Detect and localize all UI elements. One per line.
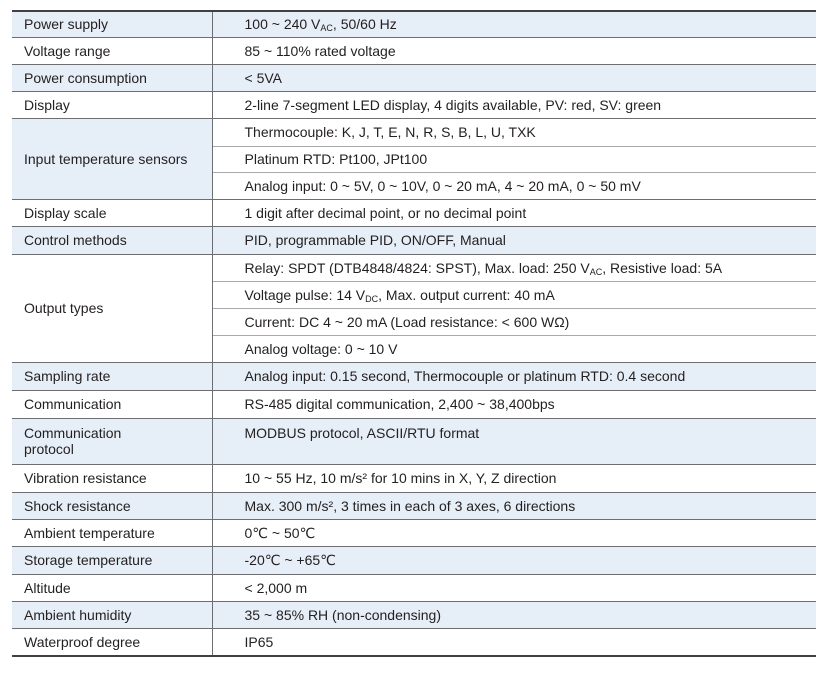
table-row — [12, 574, 816, 601]
spec-value: 10 ~ 55 Hz, 10 m/s² for 10 mins in X, Y, Z direction — [244, 470, 557, 486]
spec-value: Platinum RTD: Pt100, JPt100 — [244, 151, 428, 167]
spec-label: Display — [12, 91, 212, 118]
spec-label: Vibration resistance — [12, 464, 212, 492]
spec-value: < 5VA — [212, 64, 816, 91]
spec-value: Thermocouple: K, J, T, E, N, R, S, B, L, U, TXK — [244, 124, 536, 140]
specifications-table — [12, 10, 816, 657]
spec-value: Max. 300 m/s², 3 times in each of 3 axes, 6 directions — [212, 492, 816, 519]
spec-value: -20℃ ~ +65℃ — [212, 546, 816, 574]
table-row — [12, 390, 816, 418]
spec-label: Waterproof degree — [12, 628, 212, 656]
spec-label: Sampling rate — [12, 362, 212, 390]
spec-value: Voltage pulse: 14 $V_{DC}$, Max. output current: 40 mA — [244, 286, 555, 304]
table-row — [12, 492, 816, 519]
spec-value: Analog input: 0.15 second, Thermocouple or platinum RTD: 0.4 second — [212, 362, 816, 390]
table-row — [12, 226, 816, 254]
spec-label: Power supply — [12, 11, 212, 37]
table-row — [12, 118, 816, 146]
spec-label: Display scale — [12, 199, 212, 226]
spec-label: Communication — [12, 390, 212, 418]
spec-label: Communication protocol — [12, 418, 212, 464]
spec-label: Ambient temperature — [12, 519, 212, 546]
table-row — [12, 362, 816, 390]
spec-label: Storage temperature — [12, 546, 212, 574]
spec-value: 0℃ ~ 50℃ — [244, 524, 316, 541]
spec-value: Analog voltage: 0 ~ 10 V — [244, 340, 398, 357]
table-row — [12, 11, 816, 37]
spec-value: 35 ~ 85% RH (non-condensing) — [212, 601, 816, 628]
spec-value: RS-485 digital communication, 2,400 ~ 38,400bps — [244, 396, 555, 412]
table-row — [12, 418, 816, 464]
table-row — [12, 254, 816, 281]
spec-value: Analog input: 0 ~ 5V, 0 ~ 10V, 0 ~ 20 mA, 4 ~ 20 mA, 0 ~ 50 mV — [244, 177, 641, 194]
spec-label: Ambient humidity — [12, 601, 212, 628]
spec-label: Altitude — [12, 574, 212, 601]
spec-value: 100 ~ 240 $V_{AC}$, 50/60 Hz — [212, 11, 816, 37]
table-row — [12, 519, 816, 546]
spec-value: < 2,000 m — [244, 579, 308, 596]
spec-label: Input temperature sensors — [12, 118, 212, 199]
table-row — [12, 199, 816, 226]
spec-label: Shock resistance — [12, 492, 212, 519]
table-row — [12, 91, 816, 118]
table-row — [12, 64, 816, 91]
spec-label: Control methods — [12, 226, 212, 254]
spec-label: Power consumption — [12, 64, 212, 91]
spec-label: Voltage range — [12, 37, 212, 64]
table-row — [12, 546, 816, 574]
spec-value: Current: DC 4 ~ 20 mA (Load resistance: < 600 WΩ) — [244, 313, 570, 330]
spec-value: MODBUS protocol, ASCII/RTU format — [212, 418, 816, 464]
table-row — [12, 628, 816, 656]
spec-value: 85 ~ 110% rated voltage — [244, 42, 396, 59]
table-row — [12, 464, 816, 492]
spec-label: Output types — [12, 254, 212, 362]
spec-value: 1 digit after decimal point, or no decimal point — [244, 204, 527, 221]
spec-value: 2-line 7-segment LED display, 4 digits available, PV: red, SV: green — [244, 96, 662, 113]
spec-value: Relay: SPDT (DTB4848/4824: SPST), Max. load: 250 $V_{AC}$, Resistive load: 5A — [244, 259, 723, 277]
table-row — [12, 601, 816, 628]
spec-value: IP65 — [244, 633, 274, 650]
table-row — [12, 37, 816, 64]
spec-value: PID, programmable PID, ON/OFF, Manual — [212, 226, 816, 254]
